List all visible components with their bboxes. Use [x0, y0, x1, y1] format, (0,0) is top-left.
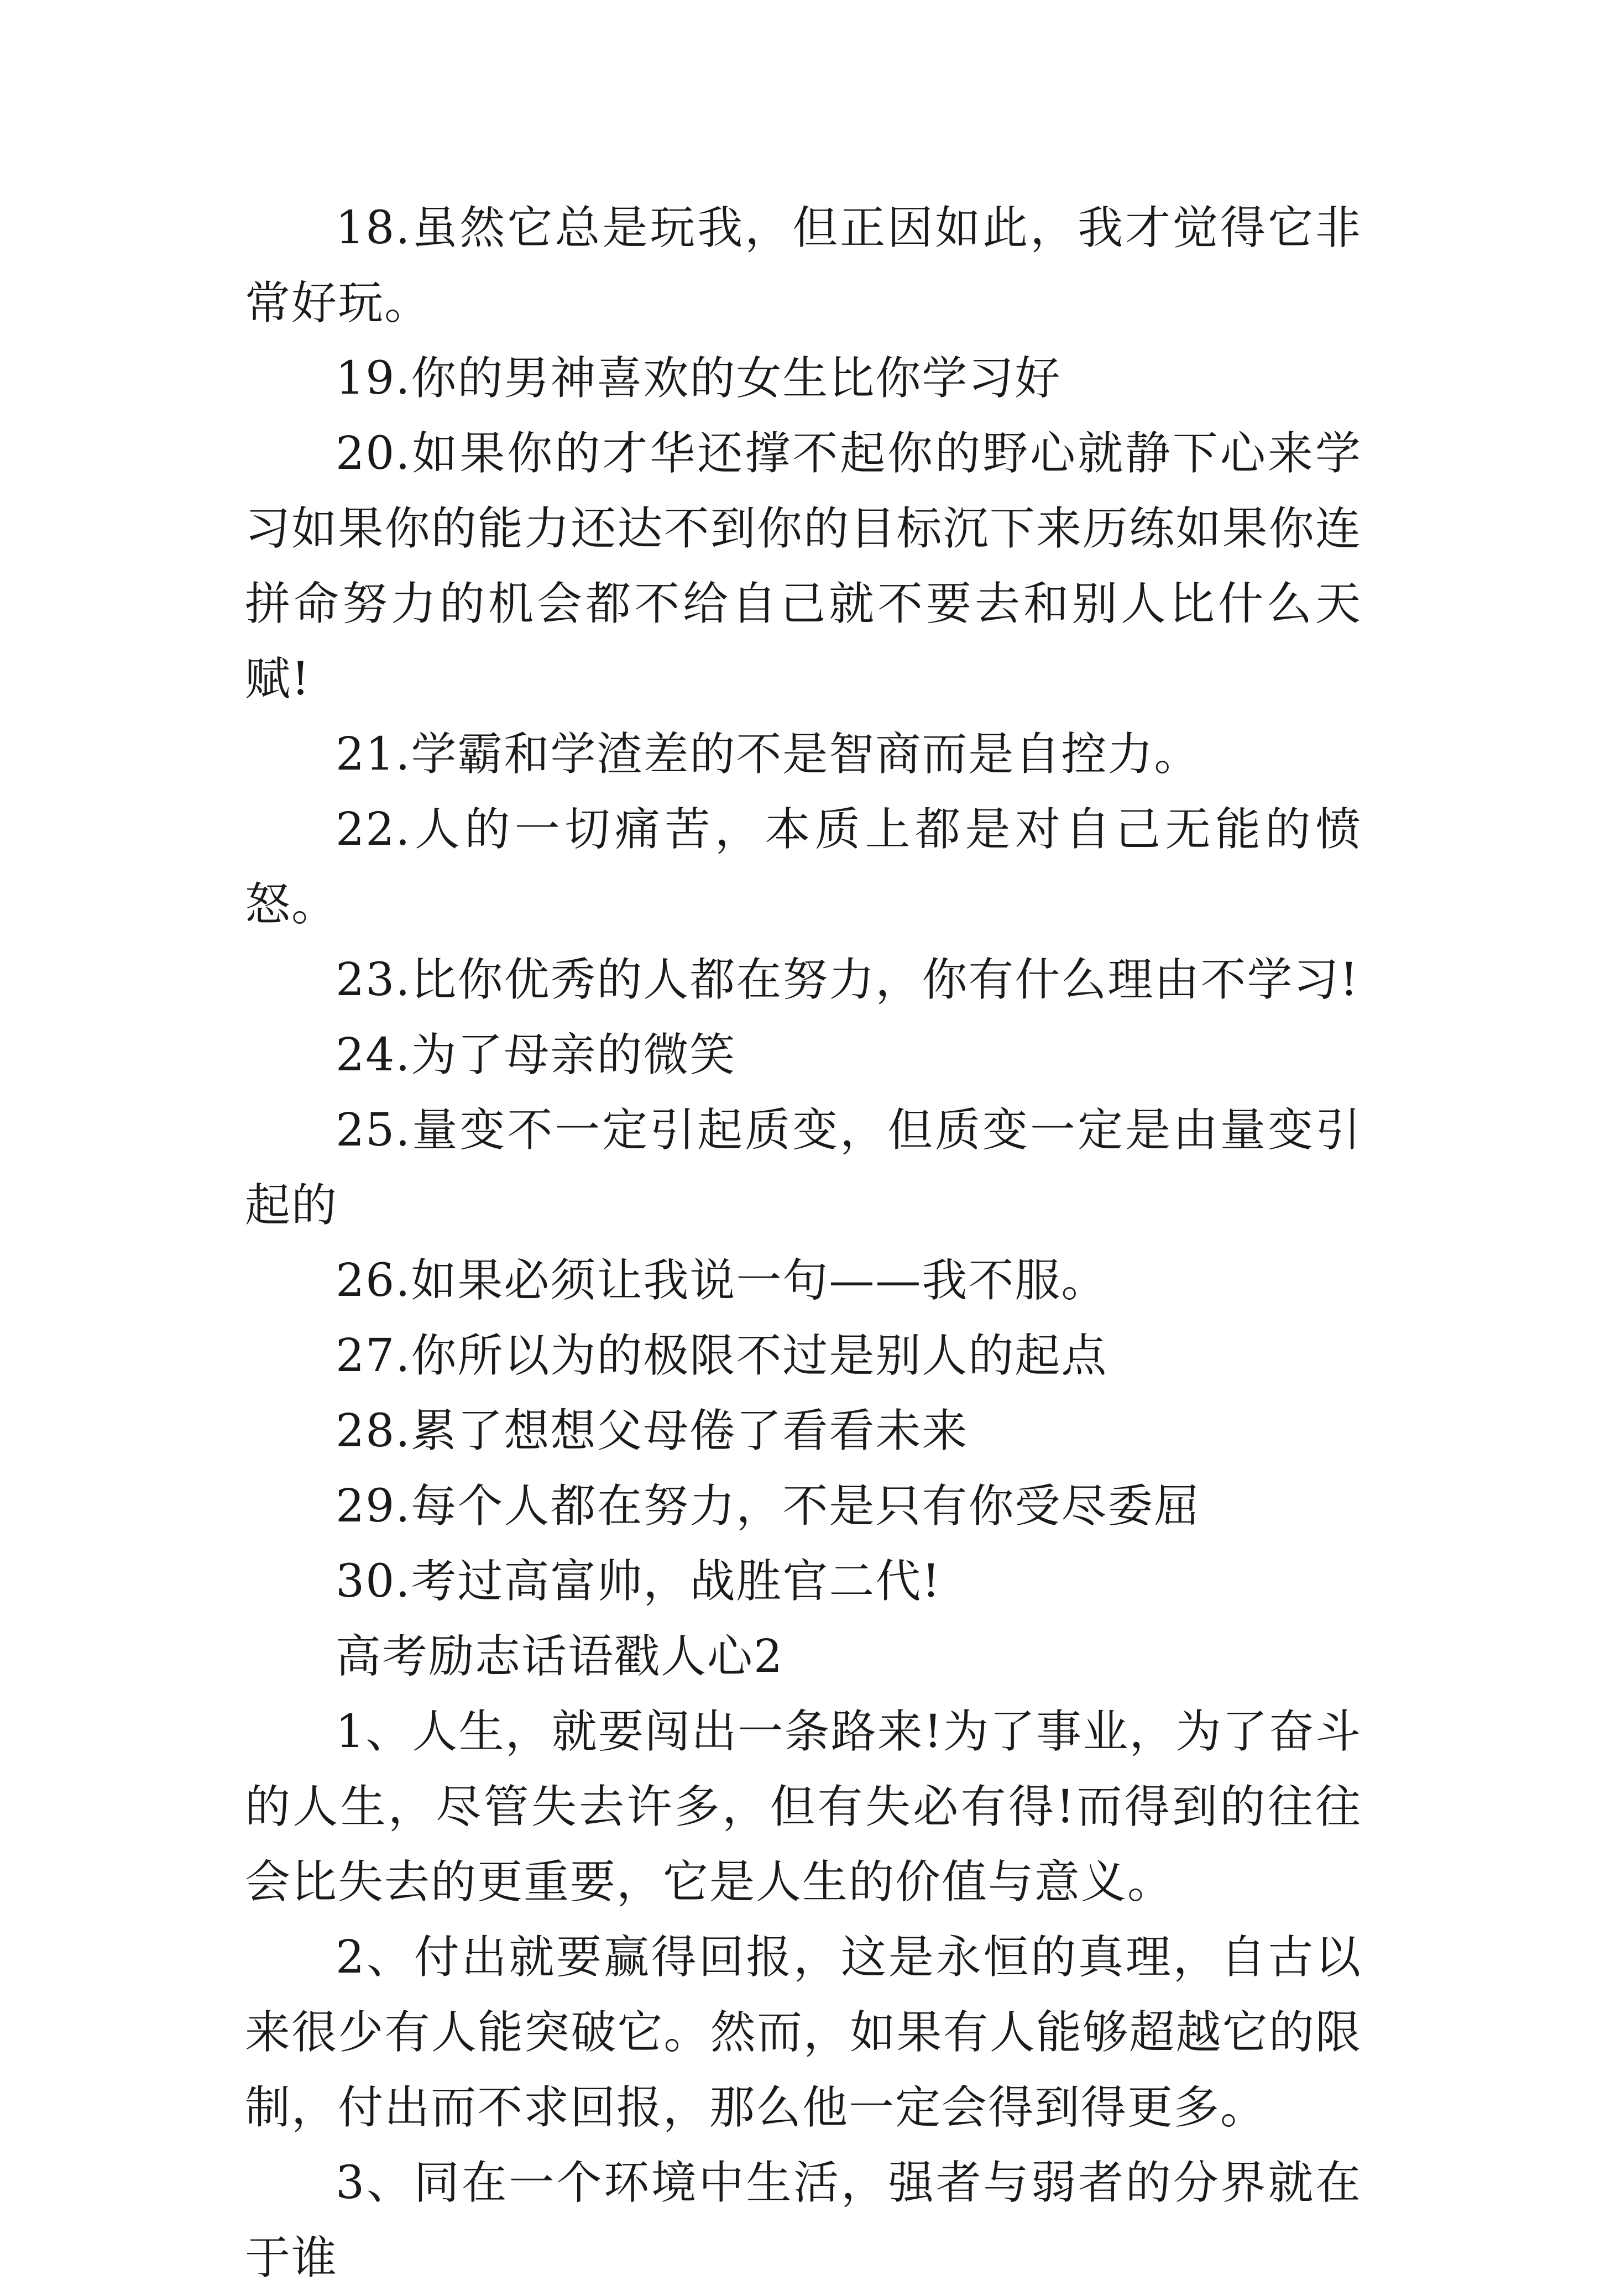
- paragraph-25: 25.量变不一定引起质变，但质变一定是由量变引起的: [245, 1104, 1362, 1232]
- paragraph-23: 23.比你优秀的人都在努力，你有什么理由不学习!: [336, 954, 1360, 1006]
- paragraph-30: 30.考过高富帅，战胜官二代!: [336, 1555, 942, 1608]
- section-heading: 高考励志话语戳人心2: [336, 1630, 784, 1683]
- paragraph-20: 20.如果你的才华还撑不起你的野心就静下心来学习如果你的能力还达不到你的目标沉下来历练如果你连拼命努力的机会都不给自己就不要去和别人比什么天赋!: [245, 427, 1362, 705]
- paragraph-19: 19.你的男神喜欢的女生比你学习好: [336, 352, 1062, 405]
- paragraph-s2-3: 3、同在一个环境中生活，强者与弱者的分界就在于谁: [245, 2157, 1362, 2284]
- paragraph-29: 29.每个人都在努力，不是只有你受尽委屈: [336, 1480, 1201, 1533]
- paragraph-27: 27.你所以为的极限不过是别人的起点: [336, 1330, 1108, 1382]
- paragraph-22: 22.人的一切痛苦，本质上都是对自己无能的愤怒。: [245, 803, 1362, 931]
- paragraph-28: 28.累了想想父母倦了看看未来: [336, 1405, 969, 1457]
- paragraph-24: 24.为了母亲的微笑: [336, 1029, 736, 1081]
- paragraph-s2-2: 2、付出就要赢得回报，这是永恒的真理，自古以来很少有人能突破它。然而，如果有人能够超越它的限制，付出而不求回报，那么他一定会得到得更多。: [245, 1931, 1362, 2134]
- document-body: [245, 191, 1362, 2296]
- paragraph-26: 26.如果必须让我说一句——我不服。: [336, 1254, 1108, 1307]
- paragraph-18: 18.虽然它总是玩我，但正因如此，我才觉得它非常好玩。: [245, 202, 1362, 330]
- paragraph-s2-1: 1、人生，就要闯出一条路来!为了事业，为了奋斗的人生，尽管失去许多，但有失必有得!而得到的往往会比失去的更重要，它是人生的价值与意义。: [245, 1706, 1362, 1908]
- paragraph-21: 21.学霸和学渣差的不是智商而是自控力。: [336, 728, 1201, 781]
